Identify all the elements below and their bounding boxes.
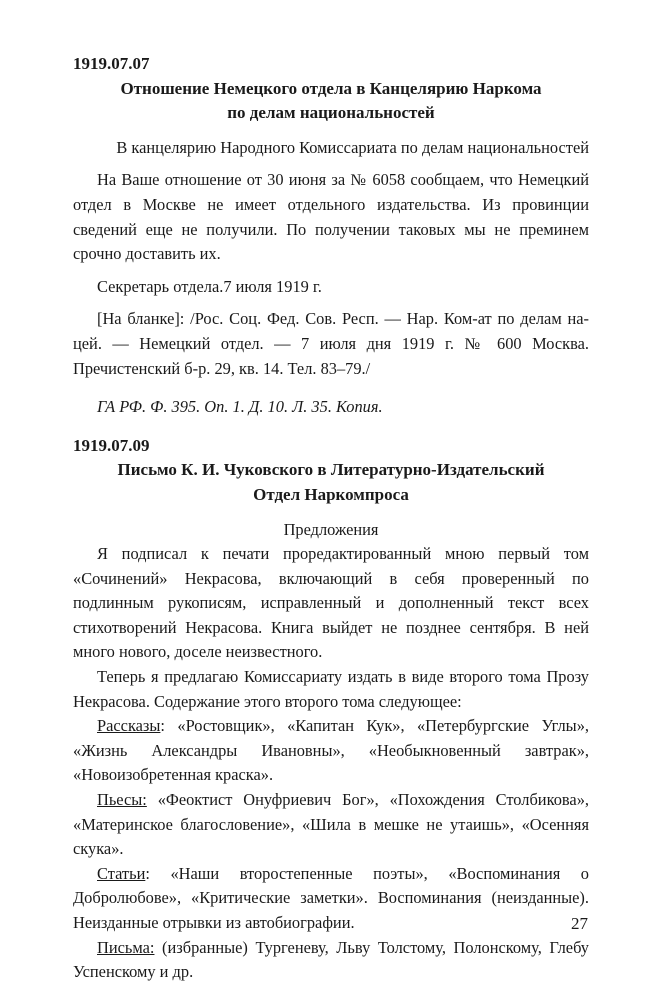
stories-label: Рассказы [97, 716, 161, 736]
section-subheading: Предложения [283, 519, 379, 539]
title2-line-2: Отдел Наркомпроса [253, 484, 409, 504]
archive-reference: ГА РФ. Ф. 395. Оп. 1. Д. 10. Л. 35. Копия. [97, 397, 383, 417]
document-date-2: 1919.07.09 [73, 435, 150, 455]
articles-text: : «Наши второстепенные поэты», «Воспоминания о Добролюбове», «Критические заметки». Воспоминания (неизданные). Неизданные отрывки из автобиографии. [73, 863, 589, 932]
stories-text: : «Ростовщик», «Капитан Кук», «Петербургские Углы», «Жизнь Александры Ивановны», «Необыкновенный завтрак», «Новоизобретенная краска». [73, 716, 589, 785]
addressee: В канцелярию Народного Комиссариата по делам национальностей [116, 137, 589, 157]
plays-list [73, 788, 589, 862]
page-content [73, 52, 589, 985]
stories-list [73, 714, 589, 788]
articles-list [73, 862, 589, 936]
title2-line-1: Письмо К. И. Чуковского в Литературно-Издательский [117, 460, 545, 480]
title-line-2: по делам национальностей [227, 103, 435, 123]
page-number: 27 [571, 914, 588, 933]
document-title [73, 77, 589, 126]
body-paragraph-2: Теперь я предлагаю Комиссариату издать в виде второго тома Прозу Некрасова. Содержание этого второго тома следующее: [73, 667, 589, 711]
letters-text: (избранные) Тургеневу, Льву Толстому, Полонскому, Глебу Успенскому и др. [73, 937, 589, 982]
letterhead-note: [На бланке]: /Рос. Соц. Фед. Сов. Респ. — Нар. Ком-ат по делам на-цей. — Немецкий отдел. — 7 июля дня 1919 г. № 600 Москва. Пречистенский б-р. 29, кв. 14. Тел. 83–79./ [73, 309, 589, 378]
title-line-1: Отношение Немецкого отдела в Канцелярию Наркома [120, 78, 542, 98]
document-title-2 [73, 458, 589, 507]
body-paragraph-1: Я подписал к печати проредактированный мною первый том «Сочинений» Некрасова, включающий в себя проверенный по подлинным рукописям, исправленный и дополненный текст всех стихотворений Некрасова. Книга выйдет не позднее сентября. В ней много нового, доселе неизвестного. [73, 544, 589, 662]
letters-list [73, 936, 589, 985]
body-paragraph: На Ваше отношение от 30 июня за № 6058 сообщаем, что Немецкий отдел в Москве не имеет отдельного издательства. Из провинции сведений еще не получили. По получении таковых мы не преминем срочно доставить их. [73, 170, 589, 264]
letters-label: Письма: [97, 937, 155, 957]
document-date: 1919.07.07 [73, 54, 150, 73]
articles-label: Статьи [97, 863, 146, 883]
plays-text: «Феоктист Онуфриевич Бог», «Похождения Столбикова», «Материнское благословение», «Шила в мешке не утаишь», «Осенняя скука». [73, 790, 589, 859]
plays-label: Пьесы: [97, 790, 147, 810]
signature: Секретарь отдела.7 июля 1919 г. [97, 276, 322, 296]
